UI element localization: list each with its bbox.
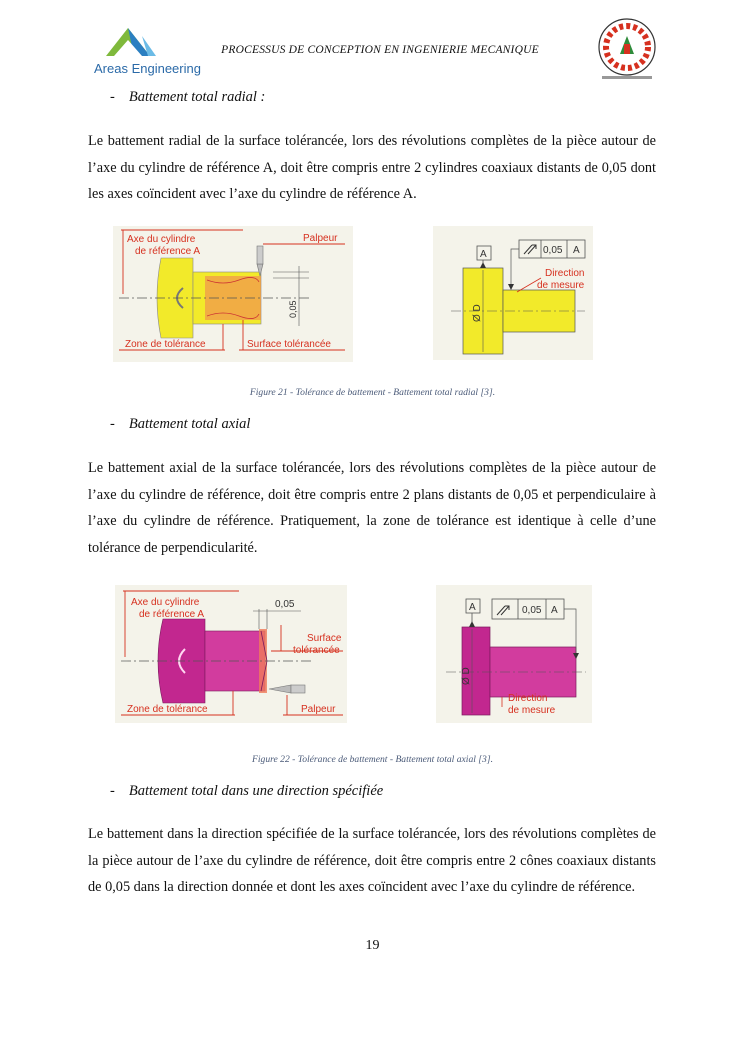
- fig21-right-datum: A: [480, 249, 487, 260]
- page-header-title: PROCESSUS DE CONCEPTION EN INGENIERIE MECANIQUE: [221, 44, 539, 56]
- section-heading-axial: - Battement total axial: [110, 416, 251, 432]
- fig21-axis-label-1: Axe du cylindre: [127, 234, 196, 245]
- paragraph-axial: Le battement axial de la surface tolérancée, lors des révolutions complètes de la pièce autour de l’axe du cylindre de référence, doit être compris entre 2 plans distants de 0,05 et perpendiculaire à l’axe du cylindre de référence. Pratiquement, la zone de tolérance est identique à celle d’une tolérance de perpendicularité.: [88, 460, 656, 556]
- fig22-dimension: 0,05: [275, 599, 295, 610]
- section-heading-direction: - Battement total dans une direction spécifiée: [110, 783, 384, 799]
- fig22-right-tolerance-value: 0,05: [522, 605, 542, 616]
- fig22-right-direction-2: de mesure: [508, 705, 556, 716]
- figure-21-right-diagram: [433, 226, 593, 360]
- logo-left-text: Areas Engineering: [94, 61, 201, 76]
- fig21-surface-label: Surface tolérancée: [247, 339, 331, 350]
- fig21-right-tolerance-value: 0,05: [543, 245, 563, 256]
- fig22-surface-label-2: tolérancée: [293, 645, 340, 656]
- institution-seal-logo: [596, 16, 658, 82]
- header: [0, 0, 745, 90]
- fig21-right-direction-2: de mesure: [537, 280, 585, 291]
- section-heading-radial: - Battement total radial :: [110, 89, 266, 105]
- fig22-surface-label-1: Surface: [307, 633, 342, 644]
- paragraph-direction: Le battement dans la direction spécifiée de la surface tolérancée, lors des révolutions complètes de la pièce autour de l’axe du cylindre de référence, doit être compris entre 2 cônes coaxiaux distants de 0,05 dans la direction donnée et dont les axes coïncident avec l’axe du cylindre de référence.: [88, 826, 656, 895]
- page-number: 19: [365, 938, 380, 953]
- figure-21-caption: Figure 21 - Tolérance de battement - Battement total radial [3].: [249, 387, 496, 398]
- figure-21-left-diagram: [113, 226, 353, 362]
- fig21-right-direction-1: Direction: [545, 268, 585, 279]
- fig22-right-tolerance-datum: A: [551, 605, 558, 616]
- fig22-probe-label: Palpeur: [301, 704, 336, 715]
- fig22-axis-label-1: Axe du cylindre: [131, 597, 200, 608]
- fig22-right-direction-1: Direction: [508, 693, 548, 704]
- fig21-axis-label-2: de référence A: [135, 246, 201, 257]
- paragraph-radial: Le battement radial de la surface tolérancée, lors des révolutions complètes de la pièce autour de l’axe du cylindre de référence A, doit être compris entre 2 cylindres coaxiaux distants de 0,05 dont les axes coïncident avec l’axe du cylindre de référence A.: [88, 133, 656, 202]
- areas-engineering-logo: [90, 22, 202, 78]
- figure-22-left-diagram: [115, 585, 347, 723]
- figure-22-right-diagram: [436, 585, 592, 723]
- fig21-probe-label: Palpeur: [303, 233, 338, 244]
- fig21-right-diameter: Ø D: [472, 304, 483, 322]
- figure-22-caption: Figure 22 - Tolérance de battement - Battement total axial [3].: [252, 754, 493, 765]
- fig21-zone-label: Zone de tolérance: [125, 339, 206, 350]
- fig22-zone-label: Zone de tolérance: [127, 704, 208, 715]
- fig22-right-diameter: Ø D: [461, 667, 472, 685]
- fig21-right-tolerance-datum: A: [573, 245, 580, 256]
- fig21-dimension: 0,05: [288, 300, 298, 318]
- fig22-right-datum: A: [469, 602, 476, 613]
- fig22-axis-label-2: de référence A: [139, 609, 205, 620]
